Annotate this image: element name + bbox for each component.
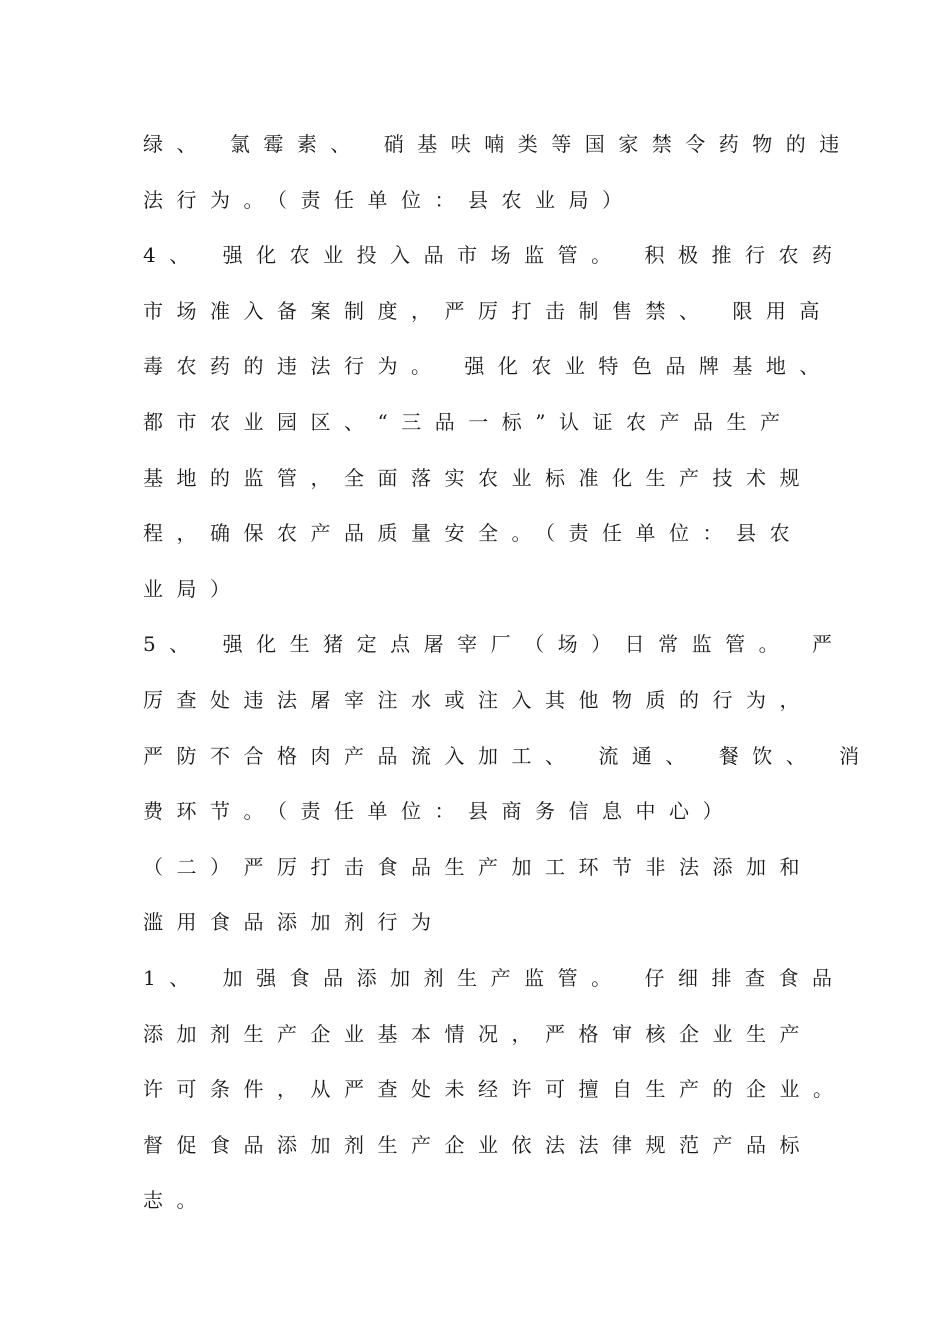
text-line: 添加剂生产企业基本情况，严格审核企业生产 xyxy=(143,1021,813,1046)
text-line: 志。 xyxy=(143,1188,210,1213)
text-line: 法行为。（责任单位：县农业局） xyxy=(143,187,636,212)
text-line: 绿、 氯霉素、 硝基呋喃类等国家禁令药物的违 xyxy=(143,132,853,156)
text-line: 市场准入备案制度，严厉打击制售禁、 限用高 xyxy=(143,298,833,323)
document-body xyxy=(143,126,873,1238)
text-line: 都市农业园区、“三品一标”认证农产品生产 xyxy=(143,409,794,434)
text-line: 厉查处违法屠宰注水或注入其他物质的行为， xyxy=(143,687,813,712)
text-line: 严防不合格肉产品流入加工、 流通、 餐饮、 消 xyxy=(143,743,873,768)
text-line: 费环节。（责任单位：县商务信息中心） xyxy=(143,799,736,824)
text-line: 滥用食品添加剂行为 xyxy=(143,910,445,935)
text-line: 许可条件，从严查处未经许可擅自生产的企业。 xyxy=(143,1077,847,1102)
text-line: 毒农药的违法行为。 强化农业特色品牌基地、 xyxy=(143,354,833,379)
text-line: 基地的监管，全面落实农业标准化生产技术规 xyxy=(143,465,813,490)
text-line: 业局） xyxy=(143,576,244,601)
text-line: 1、 加强食品添加剂生产监管。 仔细排查食品 xyxy=(143,965,846,990)
text-line: 5、 强化生猪定点屠宰厂（场）日常监管。 严 xyxy=(143,632,846,657)
text-line: （二）严厉打击食品生产加工环节非法添加和 xyxy=(143,854,813,879)
text-line: 督促食品添加剂生产企业依法法律规范产品标 xyxy=(143,1132,813,1157)
text-line: 4、 强化农业投入品市场监管。 积极推行农药 xyxy=(143,243,846,268)
text-line: 程，确保农产品质量安全。（责任单位：县农 xyxy=(143,521,803,546)
